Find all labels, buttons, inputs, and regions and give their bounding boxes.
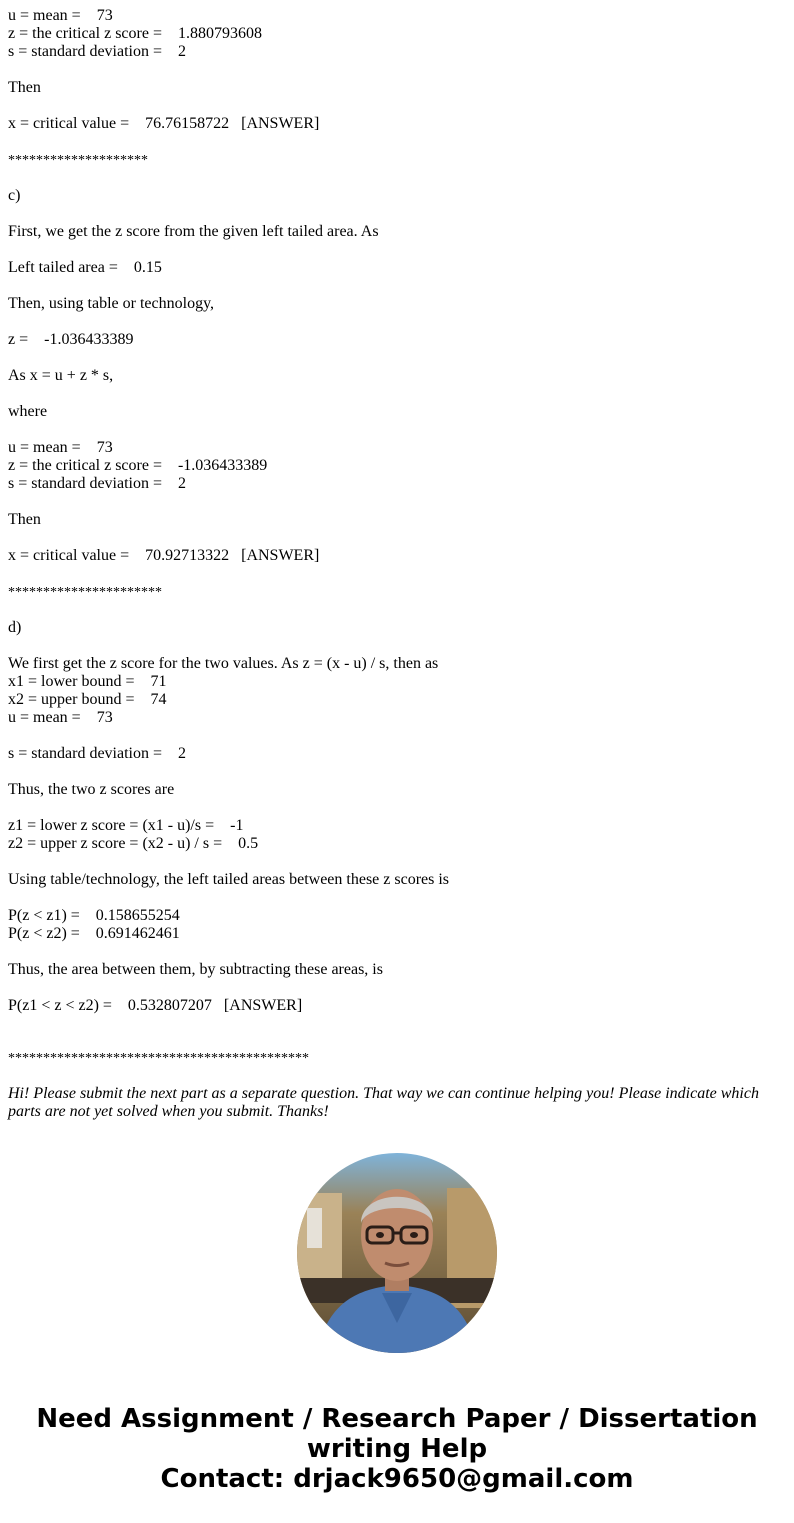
areas-intro-text: Using table/technology, the left tailed areas between these z scores is (8, 871, 450, 888)
using-text: Then, using table or technology, (8, 295, 215, 312)
mean-line: u = mean = 73 (8, 7, 113, 24)
solution-content (8, 7, 786, 1121)
separator: ********************** (8, 585, 162, 600)
answer-line: P(z1 < z < z2) = 0.532807207 [ANSWER] (8, 997, 303, 1014)
where-text: where (8, 403, 48, 420)
part-label: d) (8, 619, 22, 636)
p2-line: P(z < z2) = 0.691462461 (8, 925, 180, 942)
portrait-image (297, 1153, 497, 1353)
sd-line: s = standard deviation = 2 (8, 43, 187, 60)
then-text: Then (8, 79, 41, 96)
sd-line: s = standard deviation = 2 (8, 745, 187, 762)
answer-line: x = critical value = 70.92713322 [ANSWER] (8, 547, 320, 564)
author-photo (297, 1153, 497, 1353)
area-line: Left tailed area = 0.15 (8, 259, 162, 276)
z1-line: z1 = lower z score = (x1 - u)/s = -1 (8, 817, 244, 834)
answer-line: x = critical value = 76.76158722 [ANSWER] (8, 115, 320, 132)
help-note: Hi! Please submit the next part as a separate question. That way we can continue helping you! Please indicate which parts are not yet solved when you submit. Thanks! (8, 1085, 759, 1120)
contact-line: Contact: drjack9650@gmail.com (160, 1464, 634, 1494)
promo-line: writing Help (306, 1434, 488, 1464)
z-score-line: z = the critical z score = 1.880793608 (8, 25, 262, 42)
between-text: Thus, the area between them, by subtracting these areas, is (8, 961, 383, 978)
part-label: c) (8, 187, 21, 204)
x2-line: x2 = upper bound = 74 (8, 691, 167, 708)
mean-line: u = mean = 73 (8, 709, 113, 726)
then-text: Then (8, 511, 41, 528)
promo-banner (0, 1404, 794, 1494)
p1-line: P(z < z1) = 0.158655254 (8, 907, 180, 924)
separator: ******************************************* (8, 1051, 309, 1066)
formula-line: As x = u + z * s, (8, 367, 114, 384)
intro-text: First, we get the z score from the given left tailed area. As (8, 223, 379, 240)
z2-line: z2 = upper z score = (x2 - u) / s = 0.5 (8, 835, 259, 852)
x1-line: x1 = lower bound = 71 (8, 673, 167, 690)
mean-line: u = mean = 73 (8, 439, 113, 456)
z-value-line: z = -1.036433389 (8, 331, 134, 348)
two-scores-text: Thus, the two z scores are (8, 781, 175, 798)
intro-text: We first get the z score for the two values. As z = (x - u) / s, then as (8, 655, 439, 672)
promo-line: Need Assignment / Research Paper / Dissertation (36, 1404, 758, 1434)
sd-line: s = standard deviation = 2 (8, 475, 187, 492)
separator: ******************** (8, 153, 148, 168)
z-score-line: z = the critical z score = -1.036433389 (8, 457, 268, 474)
